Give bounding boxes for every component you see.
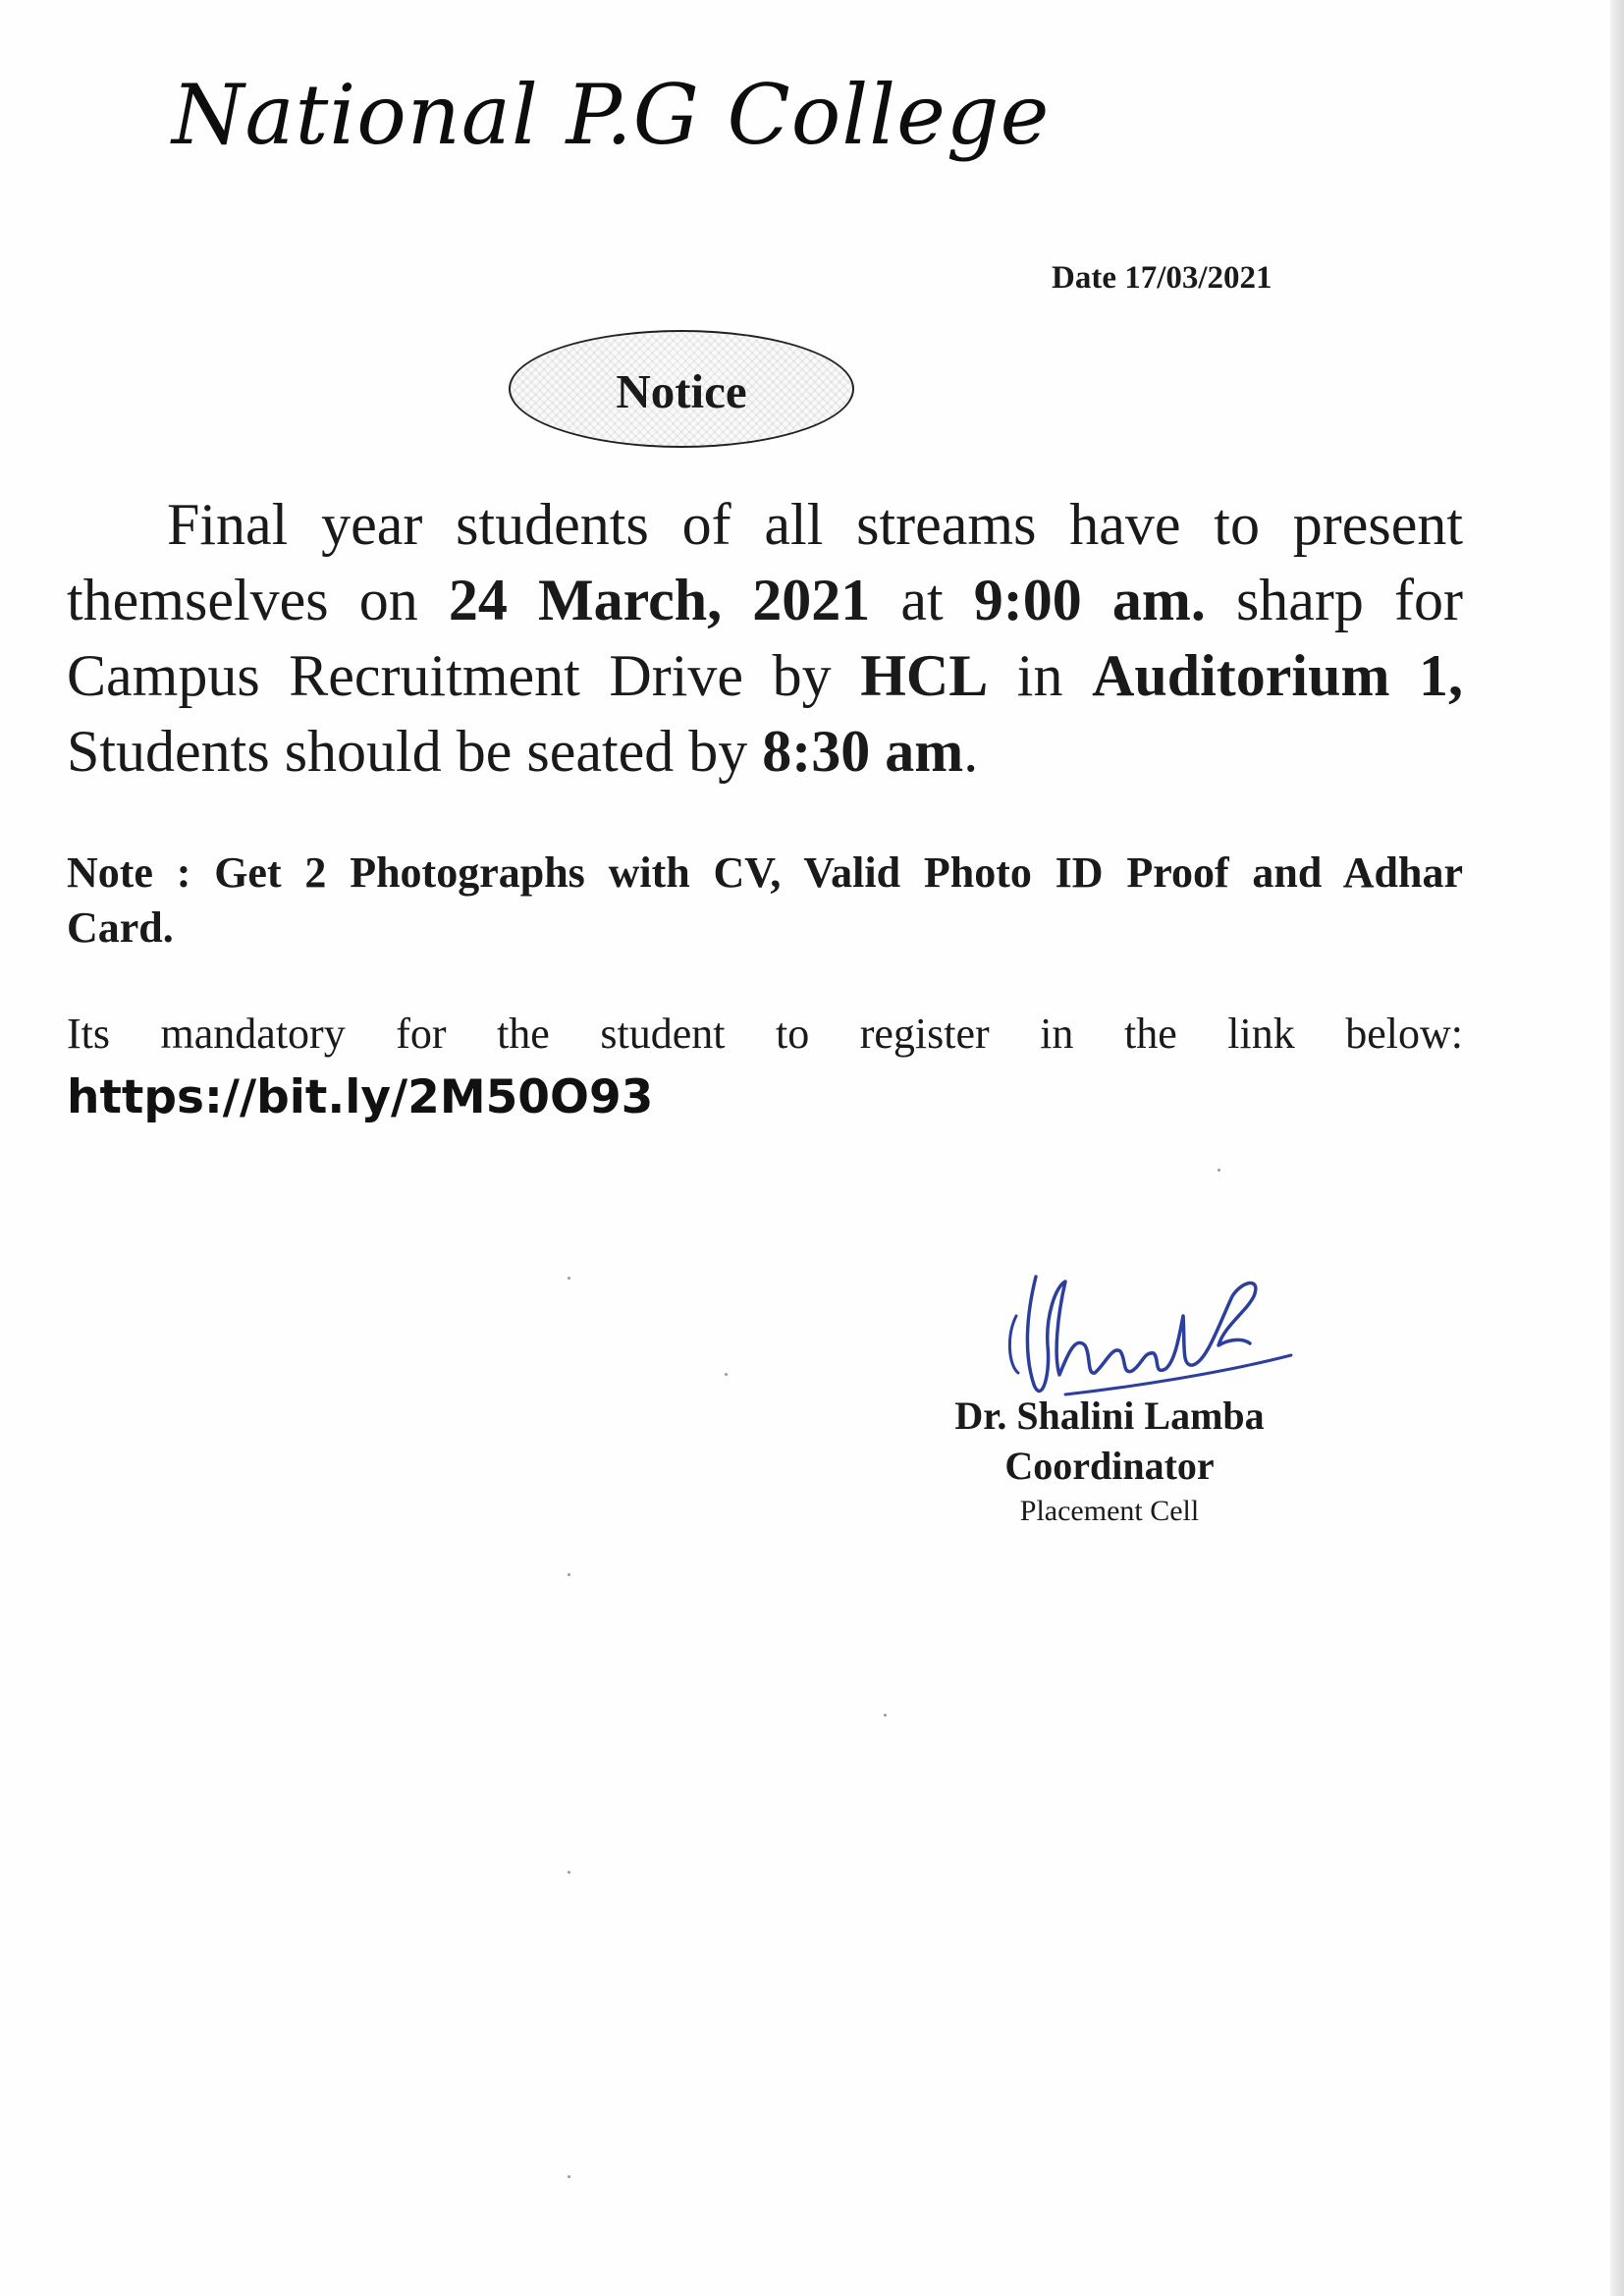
main-announcement: [67, 487, 1463, 790]
documents-note: Note : Get 2 Photographs with CV, Valid Photo ID Proof and Adhar Card.: [67, 848, 1463, 952]
scan-speck: [568, 2175, 570, 2178]
signatory-department: Placement Cell: [1019, 1495, 1200, 1527]
notice-date: Date 17/03/2021: [1052, 260, 1272, 296]
scan-speck: [568, 1871, 570, 1874]
scan-speck: [725, 1373, 728, 1376]
signatory-role: Coordinator: [1004, 1444, 1215, 1488]
signatory-name: Dr. Shalini Lamba: [954, 1394, 1265, 1438]
venue: Auditorium 1,: [1092, 643, 1464, 708]
notice-heading: Notice: [616, 363, 747, 418]
registration-instruction: Its mandatory for the student to register in the link below:: [67, 1010, 1463, 1058]
registration-link[interactable]: https://bit.ly/2M50O93: [67, 1070, 654, 1124]
announcement-text-1: Final year students of all streams have to present themselves on: [67, 492, 1463, 632]
seating-time: 8:30 am: [762, 719, 964, 784]
drive-date: 24 March, 2021: [448, 568, 871, 632]
scan-speck: [884, 1714, 887, 1717]
notice-heading-oval: [509, 330, 854, 448]
page-edge-shadow: [1610, 0, 1624, 2296]
scan-speck: [1218, 1169, 1220, 1172]
announcement-text-2: at: [870, 568, 974, 632]
announcement-text-5: Students should be seated by: [67, 719, 763, 784]
drive-time: 9:00 am.: [973, 568, 1206, 632]
scan-speck: [568, 1573, 570, 1576]
announcement-text-4: in: [988, 643, 1093, 708]
signatory-block: [884, 1391, 1335, 1532]
college-name: National P.G College: [172, 67, 1051, 163]
announcement-text-3: sharp for Campus Recruitment Drive by: [67, 568, 1463, 708]
company-name: HCL: [860, 643, 989, 708]
announcement-text-6: .: [963, 719, 979, 784]
scan-speck: [568, 1277, 570, 1280]
